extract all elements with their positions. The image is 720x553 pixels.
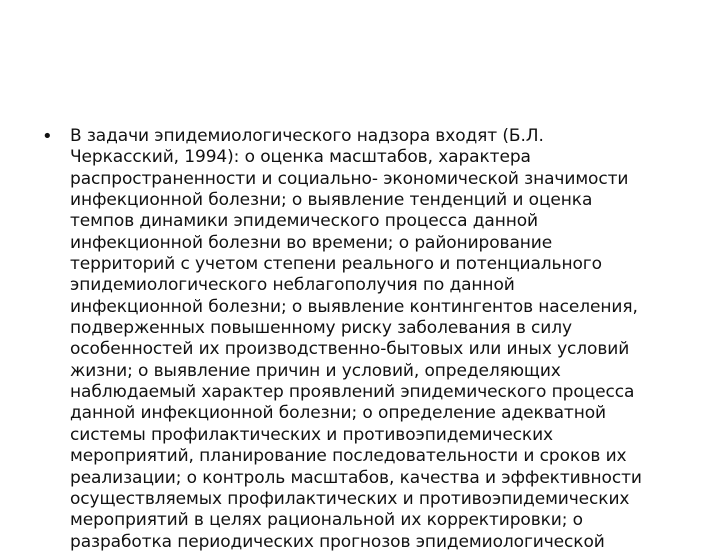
text-line: Черкасский, 1994): о оценка масштабов, характера [70, 147, 531, 168]
text-line: В задачи эпидемиологического надзора входят (Б.Л. [70, 126, 544, 146]
text-line: инфекционной болезни; о выявление тенденций и оценка [70, 190, 593, 211]
text-line: эпидемиологического неблагополучия по данной [70, 275, 515, 296]
bullet-marker: • [42, 126, 53, 147]
text-line: территорий с учетом степени реального и потенциального [70, 254, 602, 275]
text-line: реализации; о контроль масштабов, качества и эффективности [70, 467, 642, 488]
text-line: распространенности и социально- экономической значимости [70, 168, 629, 189]
text-line: жизни; о выявление причин и условий, определяющих [70, 360, 561, 381]
bullet-paragraph [70, 126, 670, 553]
bullet-item [42, 126, 692, 553]
text-line: инфекционной болезни; о выявление контингентов населения, [70, 296, 638, 317]
text-line: разработка периодических прогнозов эпидемиологической [70, 531, 605, 552]
text-line: особенностей их производственно-бытовых или иных условий [70, 339, 630, 360]
text-line: мероприятий, планирование последовательности и сроков их [70, 446, 627, 467]
text-line: данной инфекционной болезни; о определение адекватной [70, 403, 606, 424]
text-line: наблюдаемый характер проявлений эпидемического процесса [70, 382, 635, 403]
text-line: мероприятий в целях рациональной их корректировки; о [70, 510, 583, 531]
text-line: темпов динамики эпидемического процесса данной [70, 211, 538, 232]
text-line: подверженных повышенному риску заболевания в силу [70, 318, 572, 339]
text-line: системы профилактических и противоэпидемических [70, 424, 554, 445]
text-line: инфекционной болезни во времени; о районирование [70, 232, 553, 253]
text-line: осуществляемых профилактических и противоэпидемических [70, 488, 630, 509]
